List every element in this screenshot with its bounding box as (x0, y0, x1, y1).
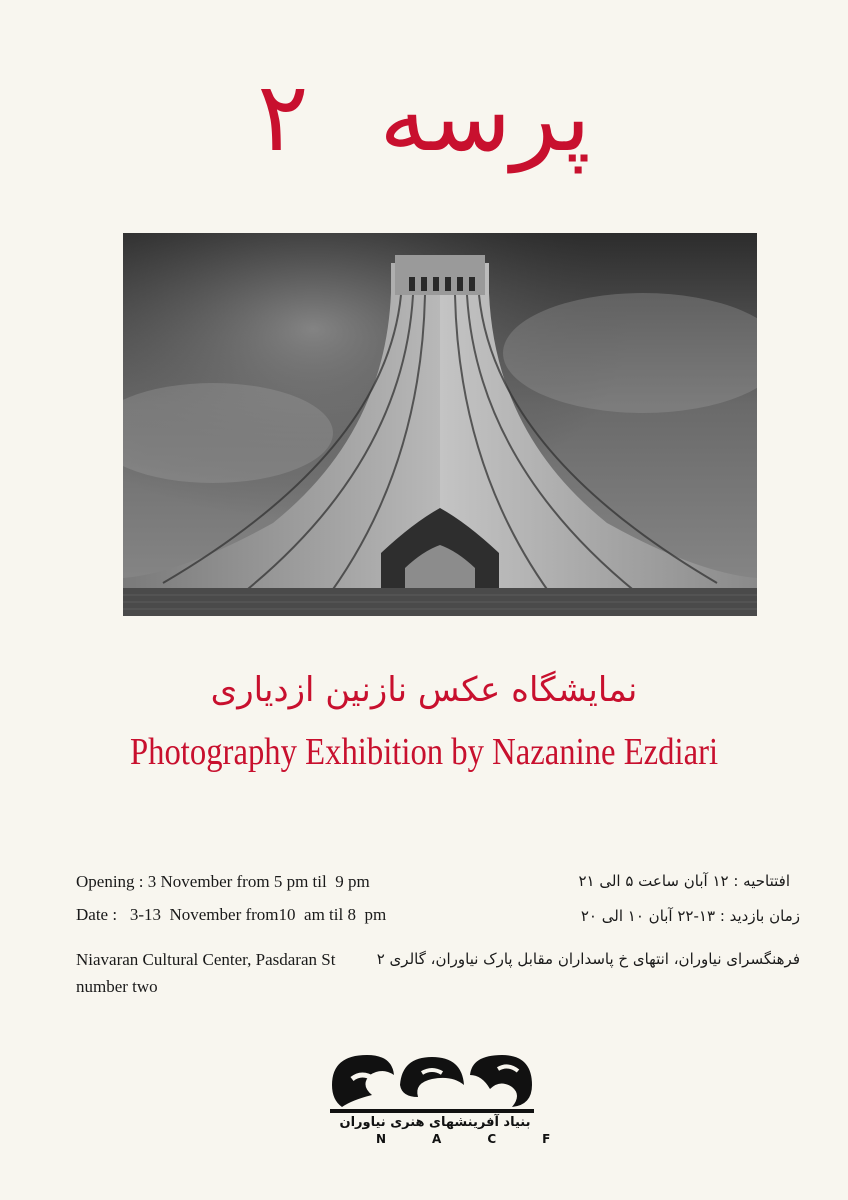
nacf-acronym: NACF (376, 1132, 597, 1146)
date-info-en: Date : 3-13 November from10 am til 8 pm (76, 905, 387, 924)
opening-info-fa: افتتاحیه : ۱۲ آبان ساعت ۵ الی ۲۱ (578, 872, 790, 890)
venue-line2-en: number two (76, 977, 158, 996)
exhibition-title-en: Photography Exhibition by Nazanine Ezdiari (129, 731, 719, 773)
nacf-logo (322, 1045, 597, 1146)
exhibition-title-fa: نمایشگاه عکس نازنین ازدیاری (210, 670, 638, 710)
opening-info-en: Opening : 3 November from 5 pm til 9 pm (76, 872, 370, 891)
azadi-tower-photo (123, 233, 757, 616)
venue-line1-en: Niavaran Cultural Center, Pasdaran St (76, 950, 336, 969)
nacf-name-fa: بنیاد آفرینشهای هنری نیاوران (339, 1115, 531, 1130)
venue-info-fa: فرهنگسرای نیاوران، انتهای خ پاسداران مقابل پارک نیاوران، گالری ۲ (376, 950, 800, 968)
visit-info-fa: زمان بازدید : ۱۳-۲۲ آبان ۱۰ الی ۲۰ (580, 907, 800, 925)
poster-title-fa: پرسه ۲ (257, 61, 591, 173)
